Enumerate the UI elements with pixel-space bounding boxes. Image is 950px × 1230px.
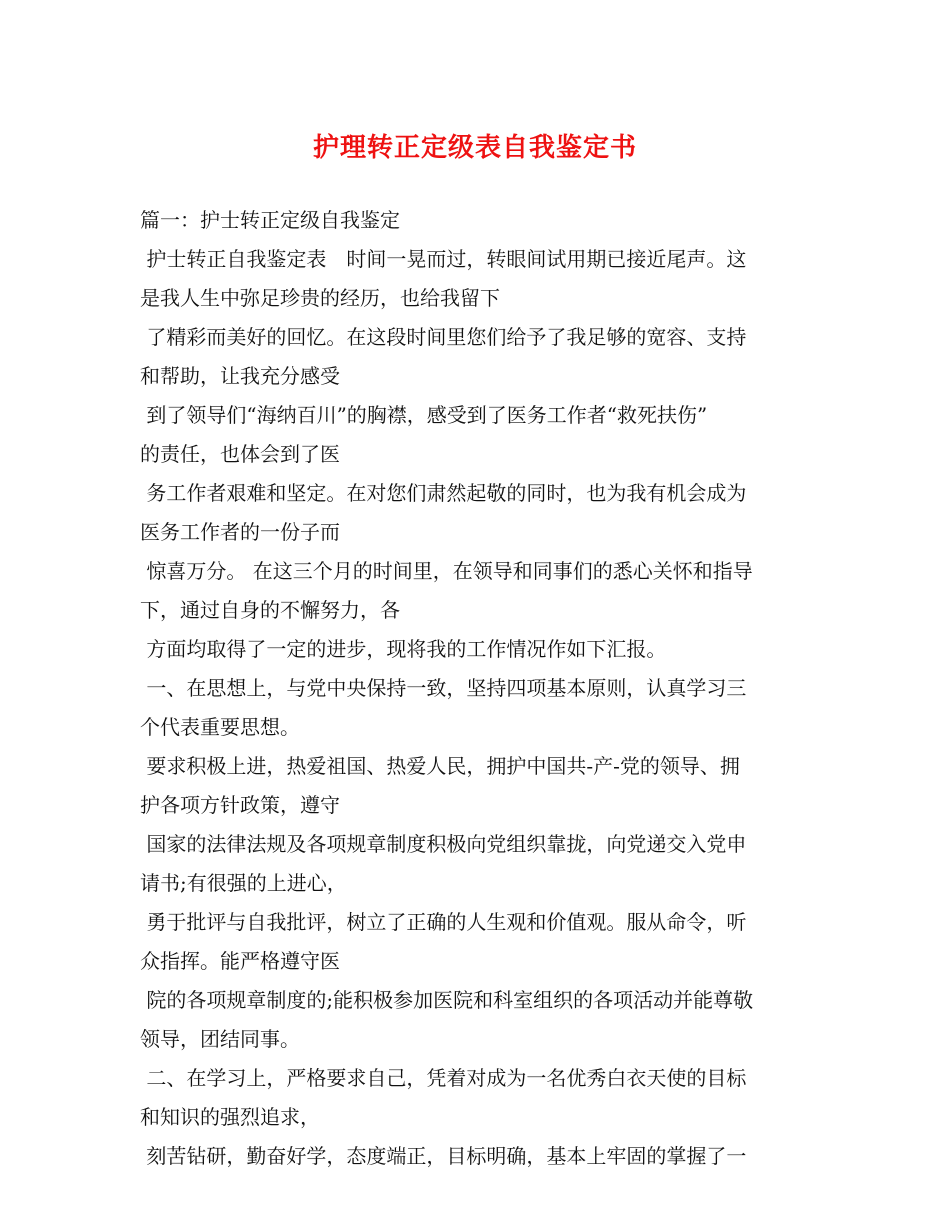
body-line: 务工作者艰难和坚定。在对您们肃然起敬的同时，也为我有机会成为	[140, 481, 747, 505]
body-line: 刻苦钻研，勤奋好学，态度端正，目标明确，基本上牢固的掌握了一	[140, 1144, 747, 1168]
body-line: 一、在思想上，与党中央保持一致，坚持四项基本原则，认真学习三	[140, 676, 747, 700]
document-title: 护理转正定级表自我鉴定书	[312, 133, 637, 163]
body-line: 领导，团结同事。	[140, 1027, 300, 1051]
body-line: 个代表重要思想。	[140, 715, 300, 739]
body-line: 下，通过自身的不懈努力，各	[140, 598, 400, 622]
document-body	[140, 201, 820, 1176]
body-line: 了精彩而美好的回忆。在这段时间里您们给予了我足够的宽容、支持	[140, 325, 747, 349]
body-line: 众指挥。能严格遵守医	[140, 949, 340, 973]
body-line: 国家的法律法规及各项规章制度积极向党组织靠拢，向党递交入党申	[140, 832, 747, 856]
body-line: 篇一：护士转正定级自我鉴定	[140, 208, 400, 232]
body-line: 院的各项规章制度的;能积极参加医院和科室组织的各项活动并能尊敬	[140, 988, 754, 1012]
body-line: 勇于批评与自我批评，树立了正确的人生观和价值观。服从命令，听	[140, 910, 747, 934]
body-line: 方面均取得了一定的进步，现将我的工作情况作如下汇报。	[140, 637, 667, 661]
body-line: 请书;有很强的上进心，	[140, 871, 347, 895]
body-line: 是我人生中弥足珍贵的经历，也给我留下	[140, 286, 500, 310]
body-line: 的责任，也体会到了医	[140, 442, 340, 466]
body-line: 二、在学习上，严格要求自己，凭着对成为一名优秀白衣天使的目标	[140, 1066, 747, 1090]
body-line: 到了领导们“海纳百川”的胸襟，感受到了医务工作者“救死扶伤”	[140, 403, 708, 427]
body-line: 和帮助，让我充分感受	[140, 364, 340, 388]
body-line: 护各项方针政策，遵守	[140, 793, 340, 817]
body-line: 和知识的强烈追求，	[140, 1105, 320, 1129]
body-line: 护士转正自我鉴定表 时间一晃而过，转眼间试用期已接近尾声。这	[140, 247, 747, 271]
body-line: 要求积极上进，热爱祖国、热爱人民，拥护中国共-产-党的领导、拥	[140, 754, 740, 778]
body-line: 医务工作者的一份子而	[140, 520, 340, 544]
body-line: 惊喜万分。 在这三个月的时间里，在领导和同事们的悉心关怀和指导	[140, 559, 753, 583]
